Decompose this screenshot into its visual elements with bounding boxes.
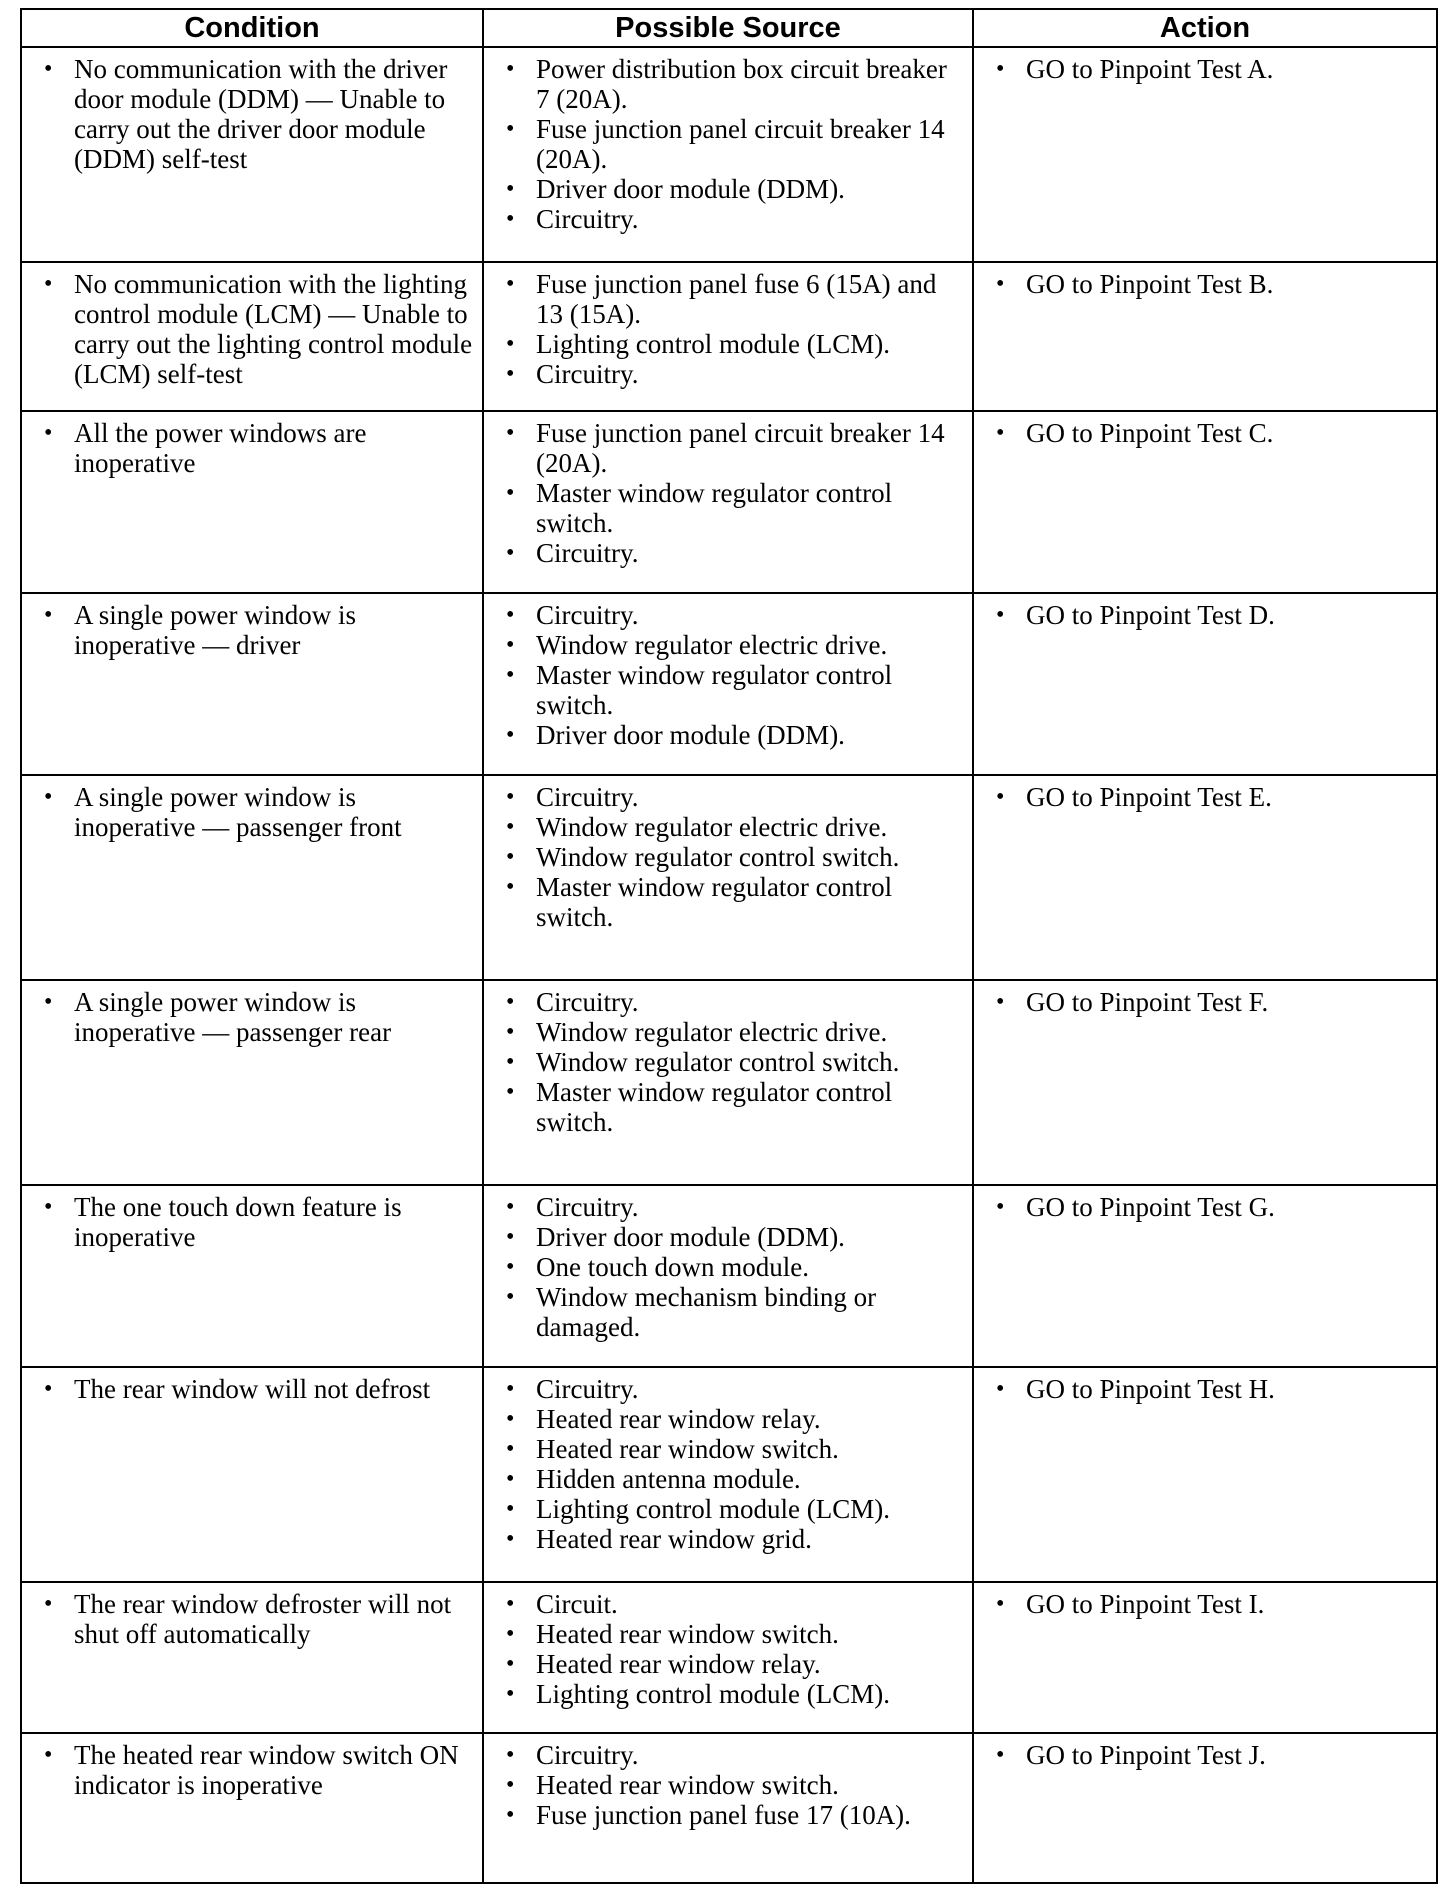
action-list (982, 600, 1428, 630)
possible-source-cell (483, 593, 973, 775)
possible-source-cell (483, 47, 973, 262)
diagnostic-table (20, 8, 1438, 1884)
source-item: • Circuit. (492, 1589, 964, 1619)
action-text: • GO to Pinpoint Test E. (982, 782, 1428, 812)
action-list (982, 418, 1428, 448)
source-item: • Window regulator control switch. (492, 1047, 964, 1077)
condition-list (30, 987, 474, 1047)
action-list (982, 54, 1428, 84)
condition-text: • The rear window will not defrost (30, 1374, 474, 1404)
action-text: • GO to Pinpoint Test F. (982, 987, 1428, 1017)
condition-cell (21, 1582, 483, 1732)
condition-cell (21, 593, 483, 775)
source-item: • Circuitry. (492, 538, 964, 568)
source-item: • Circuitry. (492, 987, 964, 1017)
action-list (982, 1589, 1428, 1619)
condition-cell (21, 411, 483, 593)
source-list (492, 1374, 964, 1554)
header-row (21, 9, 1437, 47)
source-item: • Circuitry. (492, 1192, 964, 1222)
possible-source-cell (483, 1582, 973, 1732)
source-item: • Circuitry. (492, 359, 964, 389)
action-list (982, 782, 1428, 812)
source-item: • Master window regulator control switch. (492, 872, 964, 932)
header-condition: Condition (21, 9, 483, 47)
action-text: • GO to Pinpoint Test D. (982, 600, 1428, 630)
possible-source-cell (483, 1367, 973, 1582)
source-list (492, 418, 964, 568)
source-list (492, 782, 964, 932)
source-list (492, 1192, 964, 1342)
table-row (21, 593, 1437, 775)
action-cell (973, 1185, 1437, 1367)
source-item: • Driver door module (DDM). (492, 174, 964, 204)
condition-list (30, 600, 474, 660)
action-text: • GO to Pinpoint Test A. (982, 54, 1428, 84)
table-row (21, 47, 1437, 262)
source-item: • Driver door module (DDM). (492, 1222, 964, 1252)
condition-list (30, 54, 474, 174)
condition-text: • No communication with the lighting control module (LCM) — Unable to carry out the lighting control module (LCM) self-test (30, 269, 474, 389)
source-item: • Master window regulator control switch. (492, 1077, 964, 1137)
source-list (492, 1740, 964, 1830)
table-row (21, 980, 1437, 1185)
possible-source-cell (483, 1185, 973, 1367)
condition-list (30, 418, 474, 478)
possible-source-cell (483, 262, 973, 411)
source-item: • Heated rear window grid. (492, 1524, 964, 1554)
condition-text: • No communication with the driver door module (DDM) — Unable to carry out the driver door module (DDM) self-test (30, 54, 474, 174)
source-item: • Circuitry. (492, 782, 964, 812)
source-item: • One touch down module. (492, 1252, 964, 1282)
action-list (982, 269, 1428, 299)
condition-text: • The heated rear window switch ON indicator is inoperative (30, 1740, 474, 1800)
action-list (982, 1374, 1428, 1404)
condition-text: • The rear window defroster will not shut off automatically (30, 1589, 474, 1649)
condition-list (30, 1740, 474, 1800)
source-list (492, 1589, 964, 1709)
source-item: • Fuse junction panel fuse 17 (10A). (492, 1800, 964, 1830)
action-cell (973, 1367, 1437, 1582)
condition-cell (21, 47, 483, 262)
action-text: • GO to Pinpoint Test G. (982, 1192, 1428, 1222)
source-item: • Window regulator electric drive. (492, 812, 964, 842)
condition-cell (21, 262, 483, 411)
source-item: • Window regulator electric drive. (492, 630, 964, 660)
action-cell (973, 1582, 1437, 1732)
source-item: • Heated rear window relay. (492, 1649, 964, 1679)
table-body (21, 47, 1437, 1883)
header-action: Action (973, 9, 1437, 47)
action-list (982, 987, 1428, 1017)
source-item: • Lighting control module (LCM). (492, 1494, 964, 1524)
source-item: • Window regulator control switch. (492, 842, 964, 872)
source-item: • Circuitry. (492, 204, 964, 234)
action-text: • GO to Pinpoint Test J. (982, 1740, 1428, 1770)
action-list (982, 1192, 1428, 1222)
source-item: • Master window regulator control switch. (492, 478, 964, 538)
possible-source-cell (483, 775, 973, 980)
table-row (21, 775, 1437, 980)
table-row (21, 1733, 1437, 1883)
condition-text: • A single power window is inoperative — passenger rear (30, 987, 474, 1047)
source-item: • Lighting control module (LCM). (492, 1679, 964, 1709)
possible-source-cell (483, 1733, 973, 1883)
condition-list (30, 269, 474, 389)
source-item: • Fuse junction panel fuse 6 (15A) and 13 (15A). (492, 269, 964, 329)
condition-cell (21, 775, 483, 980)
table-row (21, 262, 1437, 411)
action-cell (973, 980, 1437, 1185)
condition-text: • All the power windows are inoperative (30, 418, 474, 478)
table-row (21, 1582, 1437, 1732)
condition-cell (21, 980, 483, 1185)
source-list (492, 54, 964, 234)
action-cell (973, 47, 1437, 262)
source-item: • Fuse junction panel circuit breaker 14 (20A). (492, 418, 964, 478)
header-possible-source: Possible Source (483, 9, 973, 47)
source-item: • Heated rear window switch. (492, 1619, 964, 1649)
condition-list (30, 1192, 474, 1252)
source-item: • Fuse junction panel circuit breaker 14 (20A). (492, 114, 964, 174)
source-item: • Window mechanism binding or damaged. (492, 1282, 964, 1342)
source-list (492, 600, 964, 750)
action-cell (973, 593, 1437, 775)
possible-source-cell (483, 411, 973, 593)
source-item: • Hidden antenna module. (492, 1464, 964, 1494)
condition-list (30, 782, 474, 842)
condition-list (30, 1589, 474, 1649)
condition-list (30, 1374, 474, 1404)
condition-cell (21, 1367, 483, 1582)
table-row (21, 411, 1437, 593)
source-list (492, 987, 964, 1137)
action-text: • GO to Pinpoint Test B. (982, 269, 1428, 299)
condition-text: • A single power window is inoperative — driver (30, 600, 474, 660)
source-list (492, 269, 964, 389)
action-cell (973, 1733, 1437, 1883)
source-item: • Heated rear window switch. (492, 1434, 964, 1464)
source-item: • Power distribution box circuit breaker 7 (20A). (492, 54, 964, 114)
source-item: • Heated rear window switch. (492, 1770, 964, 1800)
condition-cell (21, 1185, 483, 1367)
source-item: • Circuitry. (492, 1740, 964, 1770)
table-row (21, 1185, 1437, 1367)
source-item: • Lighting control module (LCM). (492, 329, 964, 359)
action-text: • GO to Pinpoint Test C. (982, 418, 1428, 448)
source-item: • Circuitry. (492, 600, 964, 630)
action-cell (973, 262, 1437, 411)
possible-source-cell (483, 980, 973, 1185)
action-cell (973, 411, 1437, 593)
action-cell (973, 775, 1437, 980)
source-item: • Driver door module (DDM). (492, 720, 964, 750)
source-item: • Master window regulator control switch. (492, 660, 964, 720)
condition-cell (21, 1733, 483, 1883)
table-row (21, 1367, 1437, 1582)
condition-text: • The one touch down feature is inoperative (30, 1192, 474, 1252)
action-text: • GO to Pinpoint Test H. (982, 1374, 1428, 1404)
source-item: • Circuitry. (492, 1374, 964, 1404)
condition-text: • A single power window is inoperative — passenger front (30, 782, 474, 842)
source-item: • Window regulator electric drive. (492, 1017, 964, 1047)
source-item: • Heated rear window relay. (492, 1404, 964, 1434)
action-text: • GO to Pinpoint Test I. (982, 1589, 1428, 1619)
action-list (982, 1740, 1428, 1770)
